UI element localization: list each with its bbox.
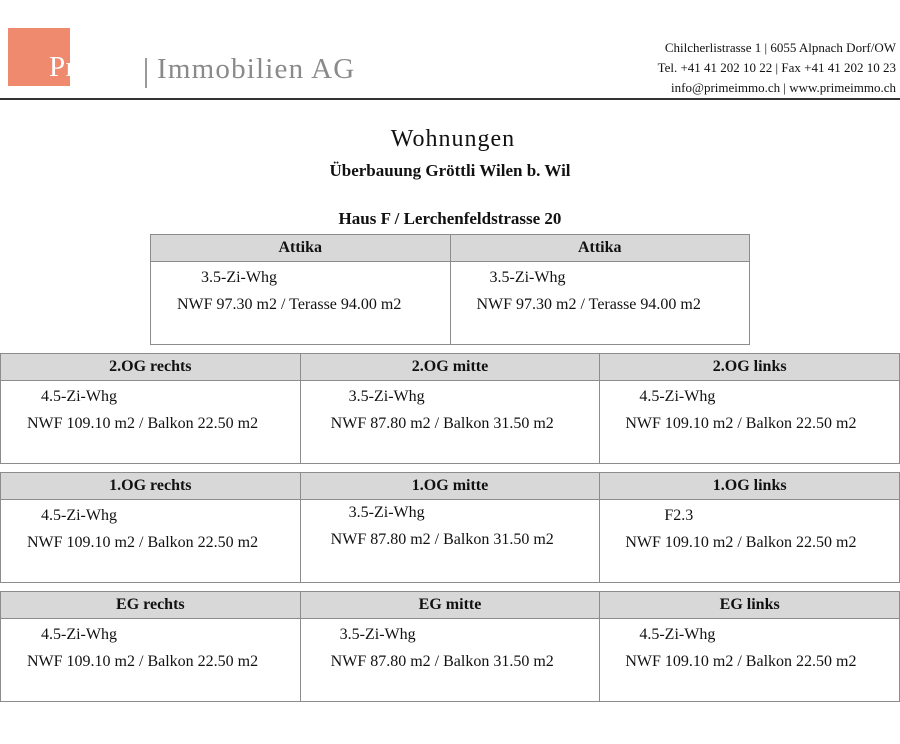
- unit-header: 2.OG links: [600, 354, 899, 381]
- house-heading: Haus F / Lerchenfeldstrasse 20: [338, 209, 562, 228]
- unit-area: NWF 109.10 m2 / Balkon 22.50 m2: [27, 534, 259, 551]
- unit-area: NWF 87.80 m2 / Balkon 31.50 m2: [330, 531, 554, 548]
- unit-type: 3.5-Zi-Whg: [489, 269, 566, 286]
- unit-header: EG mitte: [301, 592, 600, 619]
- page-title: Wohnungen: [390, 126, 516, 152]
- contact-web: info@primeimmo.ch | www.primeimmo.ch: [671, 80, 896, 95]
- project-subtitle: Überbauung Gröttli Wilen b. Wil: [329, 161, 571, 180]
- unit-cell: [599, 354, 899, 463]
- unit-area: NWF 109.10 m2 / Balkon 22.50 m2: [625, 653, 857, 670]
- unit-header: 1.OG links: [600, 473, 899, 500]
- unit-type: 4.5-Zi-Whg: [41, 388, 117, 405]
- unit-body: [600, 619, 899, 701]
- unit-area: NWF 109.10 m2 / Balkon 22.50 m2: [625, 415, 857, 432]
- unit-type: 4.5-Zi-Whg: [41, 507, 117, 524]
- contact-phone: Tel. +41 41 202 10 22 | Fax +41 41 202 10 23: [657, 60, 896, 75]
- unit-area: NWF 97.30 m2 / Terasse 94.00 m2: [177, 296, 402, 313]
- unit-type: 4.5-Zi-Whg: [41, 626, 117, 643]
- unit-area: NWF 97.30 m2 / Terasse 94.00 m2: [476, 296, 701, 313]
- unit-type: F2.3: [664, 507, 694, 524]
- unit-header: 2.OG mitte: [301, 354, 600, 381]
- unit-cell: [300, 473, 600, 582]
- unit-header: EG links: [600, 592, 899, 619]
- unit-area: NWF 109.10 m2 / Balkon 22.50 m2: [27, 415, 259, 432]
- unit-body: [301, 500, 600, 582]
- contact-block: [658, 38, 896, 98]
- contact-address: Chilcherlistrasse 1 | 6055 Alpnach Dorf/OW: [664, 40, 896, 55]
- unit-area: NWF 87.80 m2 / Balkon 31.50 m2: [330, 415, 554, 432]
- unit-body: [1, 381, 300, 463]
- unit-body: [1, 619, 300, 701]
- floor-table-2og: [0, 353, 900, 464]
- unit-type: 3.5-Zi-Whg: [348, 504, 425, 521]
- unit-header: Attika: [451, 235, 750, 262]
- floor-table-1og: [0, 472, 900, 583]
- floor-table-attika: [150, 234, 750, 345]
- unit-cell: [599, 592, 899, 701]
- unit-body: [451, 262, 750, 344]
- unit-cell: [1, 354, 300, 463]
- unit-cell: [300, 592, 600, 701]
- unit-body: [301, 381, 600, 463]
- unit-body: [600, 381, 899, 463]
- unit-cell: [599, 473, 899, 582]
- unit-body: [1, 500, 300, 582]
- unit-type: 3.5-Zi-Whg: [339, 626, 416, 643]
- unit-cell: [300, 354, 600, 463]
- unit-type: 3.5-Zi-Whg: [201, 269, 277, 286]
- logo-company-text: Immobilien AG: [157, 53, 356, 85]
- unit-body: [600, 500, 899, 582]
- unit-type: 4.5-Zi-Whg: [639, 388, 716, 405]
- unit-type: 4.5-Zi-Whg: [639, 626, 716, 643]
- unit-area: NWF 109.10 m2 / Balkon 22.50 m2: [625, 534, 857, 551]
- floor-table-eg: [0, 591, 900, 702]
- unit-cell: [1, 592, 300, 701]
- unit-header: 1.OG mitte: [301, 473, 600, 500]
- unit-type: 3.5-Zi-Whg: [348, 388, 425, 405]
- header-divider: [0, 98, 900, 100]
- unit-cell: [450, 235, 750, 344]
- unit-cell: [151, 235, 450, 344]
- logo-prime-text: Prime: [49, 51, 121, 83]
- unit-cell: [1, 473, 300, 582]
- logo-divider: [145, 58, 147, 88]
- unit-header: EG rechts: [1, 592, 300, 619]
- unit-header: Attika: [151, 235, 450, 262]
- unit-area: NWF 109.10 m2 / Balkon 22.50 m2: [27, 653, 259, 670]
- unit-header: 2.OG rechts: [1, 354, 300, 381]
- unit-header: 1.OG rechts: [1, 473, 300, 500]
- unit-body: [301, 619, 600, 701]
- unit-body: [151, 262, 450, 344]
- unit-area: NWF 87.80 m2 / Balkon 31.50 m2: [330, 653, 554, 670]
